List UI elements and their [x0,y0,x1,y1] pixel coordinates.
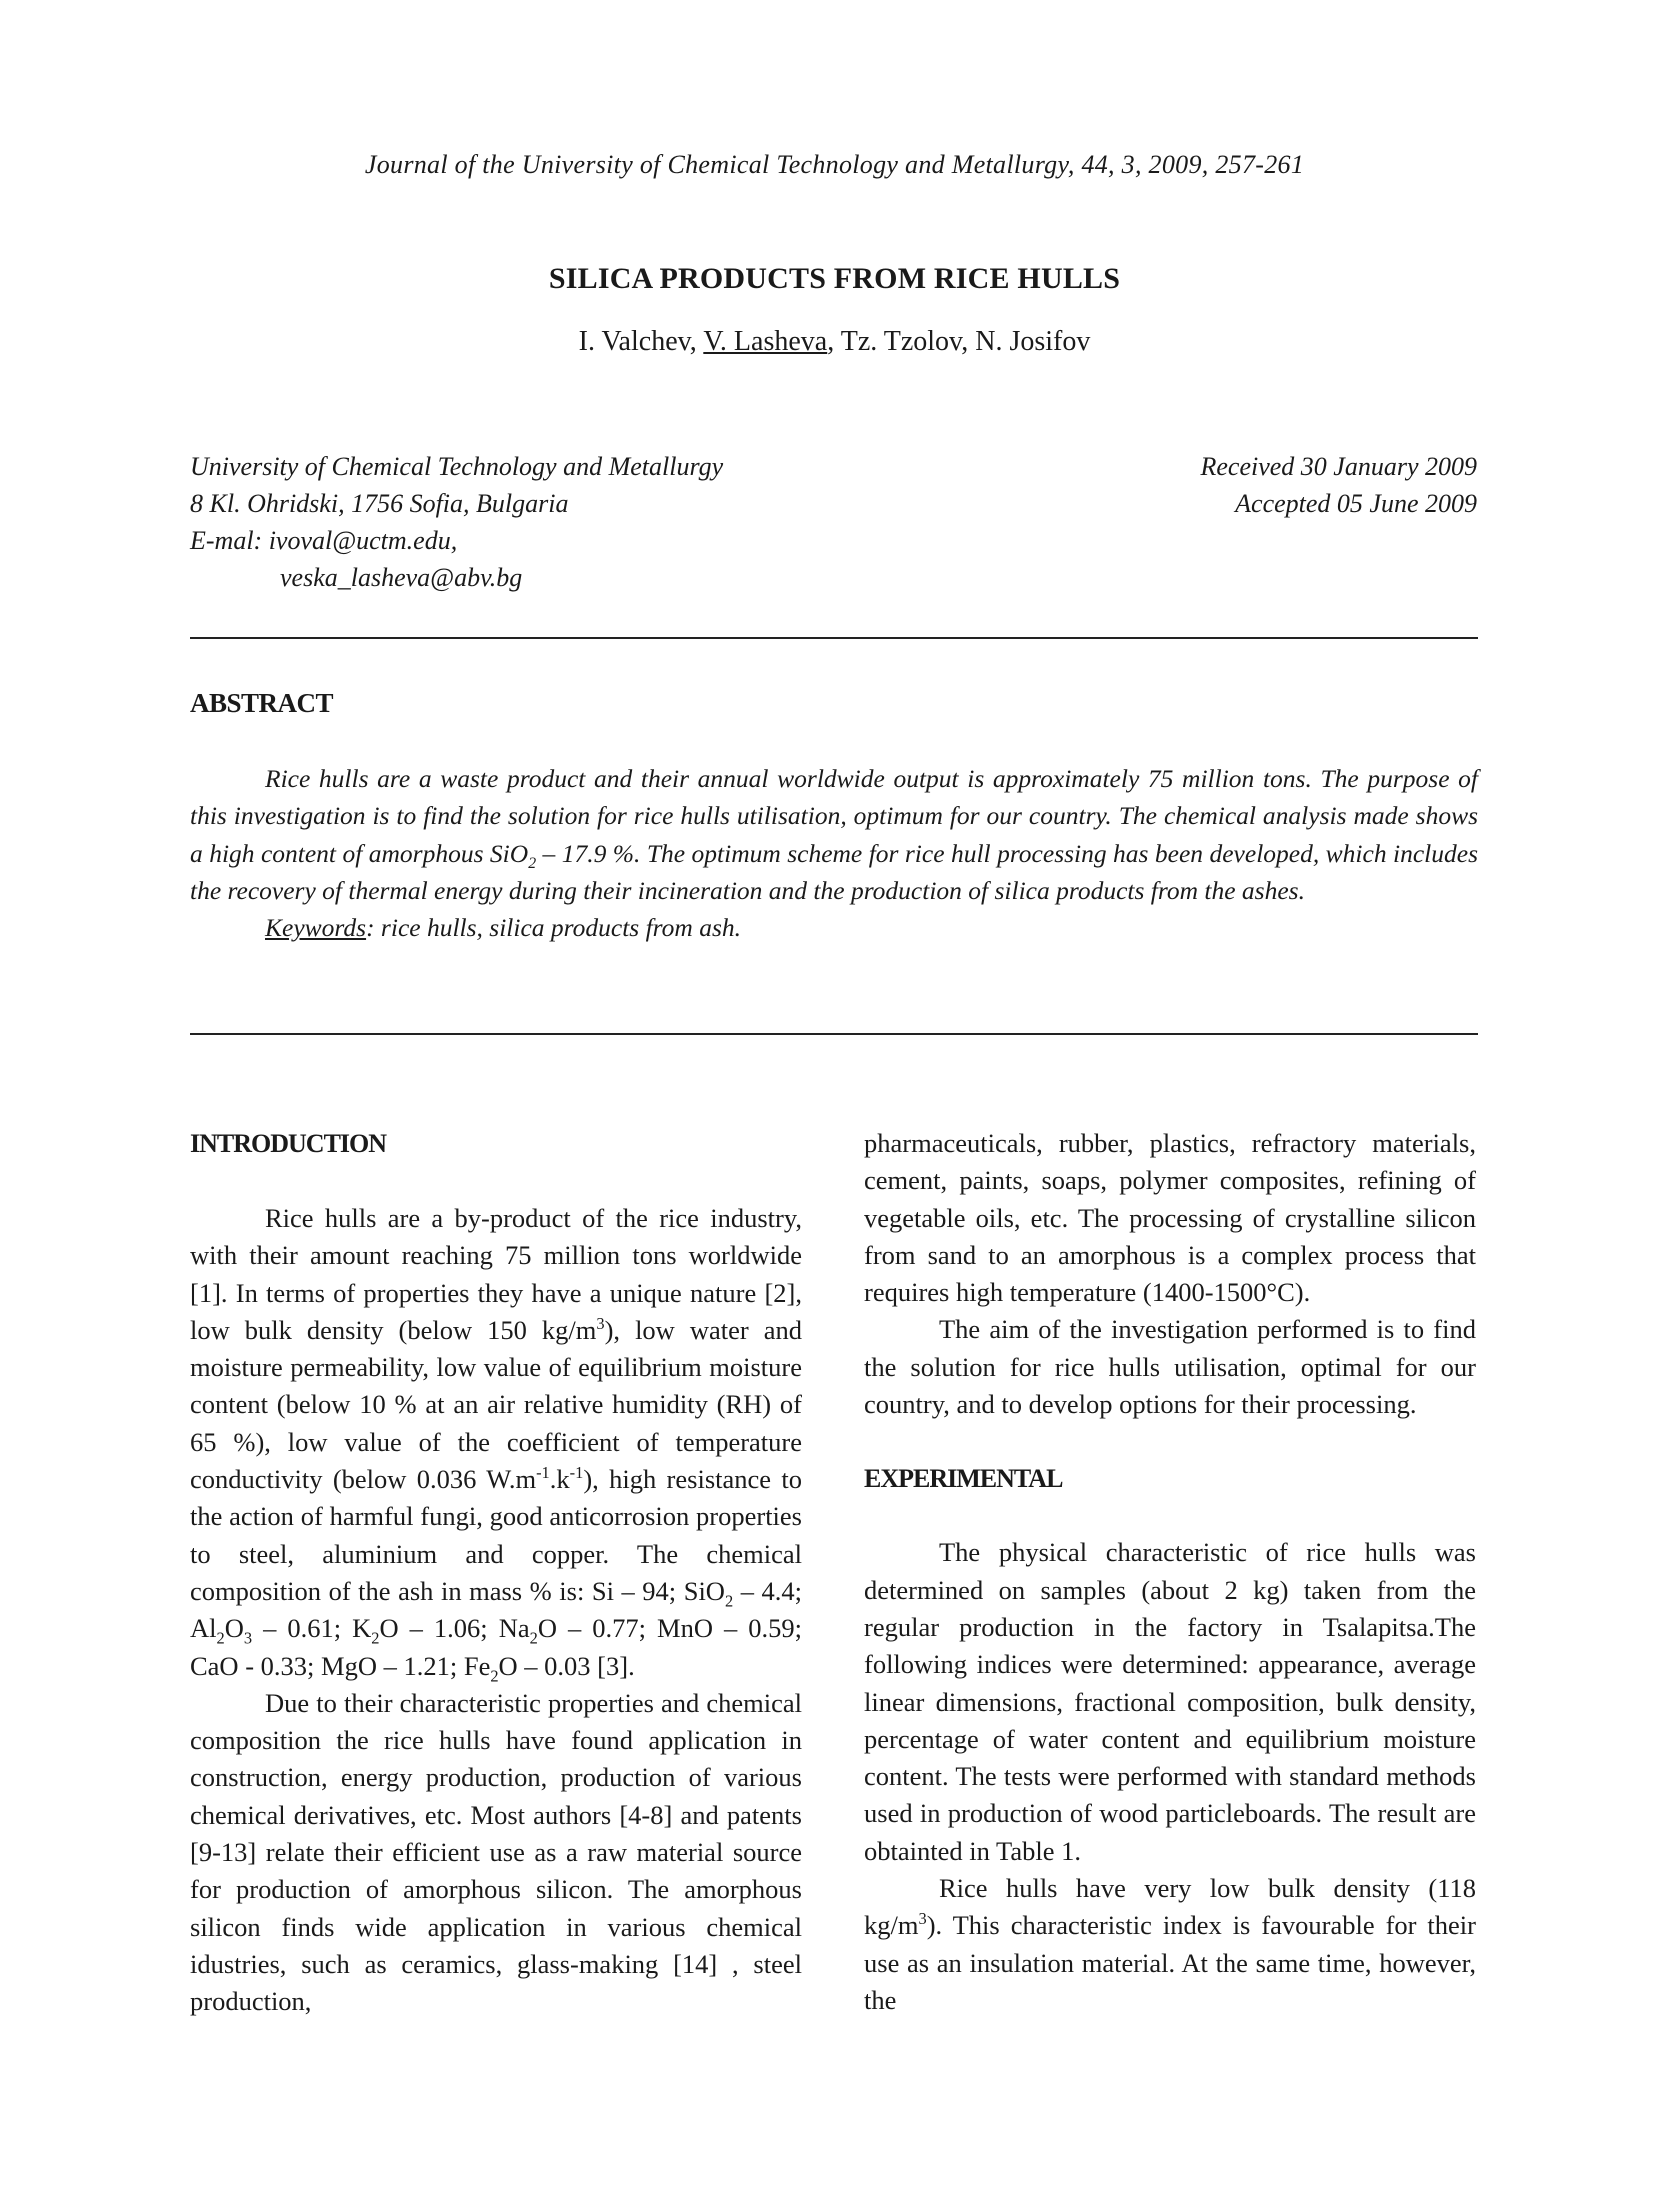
introduction-continuation: pharmaceuticals, rubber, plastics, refractory materials, cement, paints, soaps, polymer composites, refining of vegetable oils, etc. The processing of crystalline silicon from sand to an amorphous is a complex process that requires high temperature (1400-1500°C). [864,1128,1476,1308]
abstract-paragraph: Rice hulls are a waste product and their annual worldwide output is approximately 75 million tons. The purpose of this investigation is to find the solution for rice hulls utilisation, optimum for our country. The chemical analysis made shows a high content of amorphous SiO$_2$ – 17.9 %. The optimum scheme for rice hull processing has been developed, which includes the recovery of thermal energy during their incineration and the production of silica products from the ashes. [190,764,1478,905]
author-1: I. Valchev, [578,326,704,357]
accepted-date: Accepted 05 June 2009 [1235,489,1477,518]
dates-block [877,448,1477,522]
divider-bottom [190,1033,1478,1035]
experimental-paragraph-2: Rice hulls have very low bulk density (118 $kg/m^3$). This characteristic index is favourable for their use as an insulation material. At the same time, however, the [864,1873,1476,2015]
paper-title: SILICA PRODUCTS FROM RICE HULLS [548,262,1121,295]
journal-citation: Journal of the University of Chemical Technology and Metallurgy, 44, 3, 2009, 257-261 [364,150,1305,179]
affiliation-email-2: veska_lasheva@abv.bg [280,563,523,592]
experimental-paragraph-1: The physical characteristic of rice hulls was determined on samples (about 2 kg) taken from the regular production in the factory in Tsalapitsa.The following indices were determined: appearance, average linear dimensions, fractional composition, bulk density, percentage of water content and equilibrium moisture content. The tests were performed with standard methods used in production of wood particleboards. The result are obtainted in Table 1. [864,1537,1476,1866]
introduction-paragraph-1: Rice hulls are a by-product of the rice industry, with their amount reaching 75 million tons worldwide [1]. In terms of properties they have a unique nature [2], low bulk density (below 150 $kg/m^3$), low water and moisture permeability, low value of equilibrium moisture content (below 10 % at an air relative humidity (RH) of 65 %), low value of the coefficient of temperature conductivity (below 0.036 $W.m^{-1}.k^{-1}$), high resistance to the action of harmful fungi, good anticorrosion properties to steel, aluminium and copper. The chemical composition of the ash in mass % is: Si – 94; SiO$_2$ – 4.4; $Al_2O_3 - 0.61$; $K_2O - 1.06$; $Na_2O - 0.77$; MnO – 0.59; CaO - 0.33; MgO – 1.21; $Fe_2O - 0.03$ [3]. [190,1203,802,1685]
author-list [0,326,1669,358]
introduction-paragraph-2: Due to their characteristic properties and chemical composition the rice hulls have found application in construction, energy production, production of various chemical derivatives, etc. Most authors [4-8] and patents [9-13] relate their efficient use as a raw material source for production of amorphous silicon. The amorphous silicon finds wide application in various chemical idustries, such as ceramics, glass-making [14] , steel production, [190,1687,802,2017]
abstract-heading: ABSTRACT [190,688,334,718]
left-column [190,1125,802,2021]
divider-top [190,637,1478,639]
experimental-heading: EXPERIMENTAL [864,1464,1063,1494]
author-corresponding: V. Lasheva [703,326,828,357]
affiliation-block [190,448,890,596]
author-rest: , Tz. Tzolov, N. Josifov [827,326,1091,357]
affiliation-line: University of Chemical Technology and Metallurgy [190,452,724,481]
received-date: Received 30 January 2009 [1200,452,1477,481]
aim-paragraph: The aim of the investigation performed is to find the solution for rice hulls utilisation, optimal for our country, and to develop options for their processing. [864,1314,1476,1420]
right-column [864,1125,1476,2019]
affiliation-address: 8 Kl. Ohridski, 1756 Sofia, Bulgaria [190,489,569,518]
keywords-line: Keywords: rice hulls, silica products from ash. [265,913,741,943]
affiliation-email: E-mal: ivoval@uctm.edu, [190,526,458,555]
keywords-label: Keywords [265,913,367,943]
abstract-body [190,760,1478,946]
introduction-heading: INTRODUCTION [190,1129,387,1158]
